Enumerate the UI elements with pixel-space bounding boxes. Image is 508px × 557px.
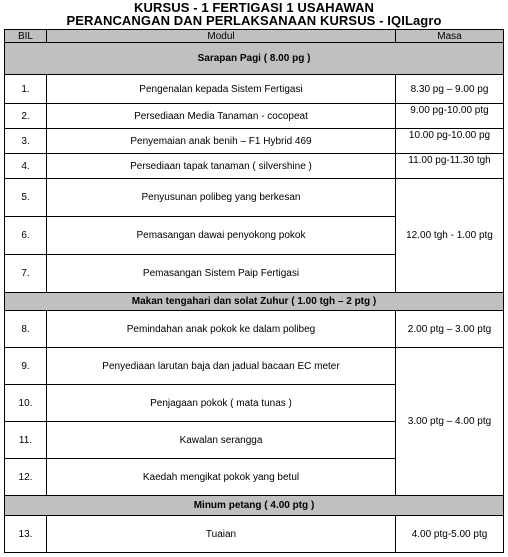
row-masa: 2.00 ptg – 3.00 ptg: [396, 311, 504, 348]
document-subtitle: PERANCANGAN DAN PERLAKSANAAN KURSUS - IQILagro: [66, 13, 442, 28]
row-masa: 8.30 pg – 9.00 pg: [396, 75, 504, 104]
table-row: [5, 104, 504, 129]
schedule-table: [4, 29, 504, 553]
row-modul: Persediaan tapak tanaman ( silvershine ): [47, 154, 396, 179]
row-modul: Penjagaan pokok ( mata tunas ): [47, 385, 396, 422]
row-number: 12.: [5, 459, 47, 496]
row-masa: 12.00 tgh - 1.00 ptg: [396, 179, 504, 293]
row-masa: [396, 129, 504, 154]
row-modul: Penyemaian anak benih – F1 Hybrid 469: [47, 129, 396, 154]
row-number: 13.: [5, 516, 47, 553]
table-header-row: [5, 30, 504, 43]
row-masa: [396, 104, 504, 129]
row-masa-text: 11.00 pg-11.30 tgh: [408, 154, 491, 166]
section-breakfast: Sarapan Pagi ( 8.00 pg ): [5, 43, 504, 75]
row-number: 3.: [5, 129, 47, 154]
row-modul: Pemasangan dawai penyokong pokok: [47, 217, 396, 255]
section-lunch: Makan tengahari dan solat Zuhur ( 1.00 tgh – 2 ptg ): [5, 293, 504, 311]
row-modul: Pemindahan anak pokok ke dalam polibeg: [47, 311, 396, 348]
section-row-lunch: [5, 293, 504, 311]
row-modul: Persediaan Media Tanaman - cocopeat: [47, 104, 396, 129]
row-number: 6.: [5, 217, 47, 255]
row-number: 5.: [5, 179, 47, 217]
row-modul: Penyusunan polibeg yang berkesan: [47, 179, 396, 217]
row-modul: Tuaian: [47, 516, 396, 553]
header-bil: BIL: [5, 30, 47, 43]
row-number: 11.: [5, 422, 47, 459]
header-modul: Modul: [47, 30, 396, 43]
table-row: [5, 179, 504, 217]
row-number: 9.: [5, 348, 47, 385]
section-row-tea: [5, 496, 504, 516]
row-masa-text: 10.00 pg-10.00 pg: [408, 129, 491, 141]
table-row: [5, 129, 504, 154]
row-masa: 4.00 ptg-5.00 ptg: [396, 516, 504, 553]
row-number: 10.: [5, 385, 47, 422]
document-title: KURSUS - 1 FERTIGASI 1 USAHAWAN: [133, 0, 374, 15]
row-modul: Pemasangan Sistem Paip Fertigasi: [47, 255, 396, 293]
row-number: 4.: [5, 154, 47, 179]
row-number: 1.: [5, 75, 47, 104]
header-masa: Masa: [396, 30, 504, 43]
table-row: [5, 311, 504, 348]
row-number: 7.: [5, 255, 47, 293]
row-modul: Kawalan serangga: [47, 422, 396, 459]
row-number: 8.: [5, 311, 47, 348]
table-row: [5, 348, 504, 385]
section-row-breakfast: [5, 43, 504, 75]
row-masa: [396, 154, 504, 179]
table-row: [5, 516, 504, 553]
table-row: [5, 154, 504, 179]
section-tea: Minum petang ( 4.00 ptg ): [5, 496, 504, 516]
row-masa-text: 9.00 pg-10.00 ptg: [410, 104, 489, 116]
table-row: [5, 75, 504, 104]
row-modul: Penyediaan larutan baja dan jadual bacaan EC meter: [47, 348, 396, 385]
row-modul: Kaedah mengikat pokok yang betul: [47, 459, 396, 496]
row-number: 2.: [5, 104, 47, 129]
row-masa: 3.00 ptg – 4.00 ptg: [396, 348, 504, 496]
row-modul: Pengenalan kepada Sistem Fertigasi: [47, 75, 396, 104]
